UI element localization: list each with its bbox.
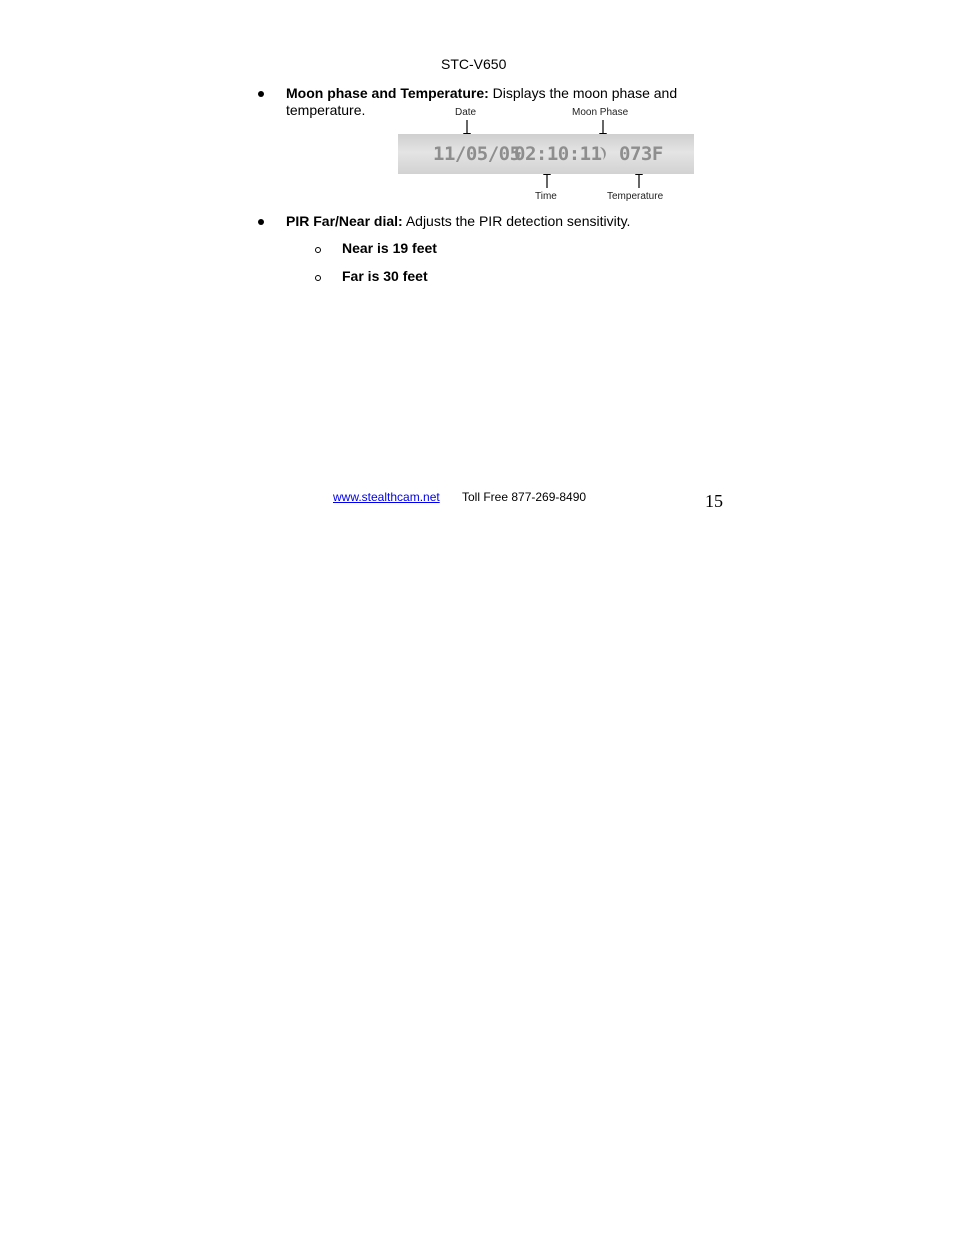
- bullet-description: Adjusts the PIR detection sensitivity.: [402, 213, 631, 229]
- camera-info-display: [398, 134, 694, 174]
- sub-bullet-circle-icon: [315, 275, 321, 281]
- figure-label-time: Time: [535, 191, 557, 202]
- sub-item-near: Near is 19 feet: [342, 240, 437, 256]
- sub-bullet-circle-icon: [315, 247, 321, 253]
- bullet-dot-icon: [258, 219, 264, 225]
- bullet-dot-icon: [258, 91, 264, 97]
- toll-free-number: Toll Free 877-269-8490: [462, 490, 587, 504]
- display-time: 02:10:11: [514, 143, 602, 165]
- header-model: STC-V650: [441, 56, 507, 72]
- bullet-title: Moon phase and Temperature:: [286, 85, 489, 101]
- bullet-description: Displays the moon phase and temperature.: [286, 85, 678, 118]
- website-link[interactable]: www.stealthcam.net: [333, 490, 440, 504]
- display-date: 11/05/05: [433, 143, 521, 165]
- bullet-moon-phase: [286, 85, 726, 119]
- figure-label-date: Date: [455, 107, 477, 118]
- figure-label-moon-phase: Moon Phase: [572, 107, 629, 118]
- crescent-moon-icon: [596, 146, 610, 162]
- figure-label-temperature: Temperature: [607, 191, 664, 202]
- bullet-pir-dial: [286, 213, 726, 230]
- page-number: 15: [705, 491, 723, 511]
- sub-item-far: Far is 30 feet: [342, 268, 428, 284]
- display-temperature: 073F: [619, 143, 663, 165]
- bullet-title: PIR Far/Near dial:: [286, 213, 403, 229]
